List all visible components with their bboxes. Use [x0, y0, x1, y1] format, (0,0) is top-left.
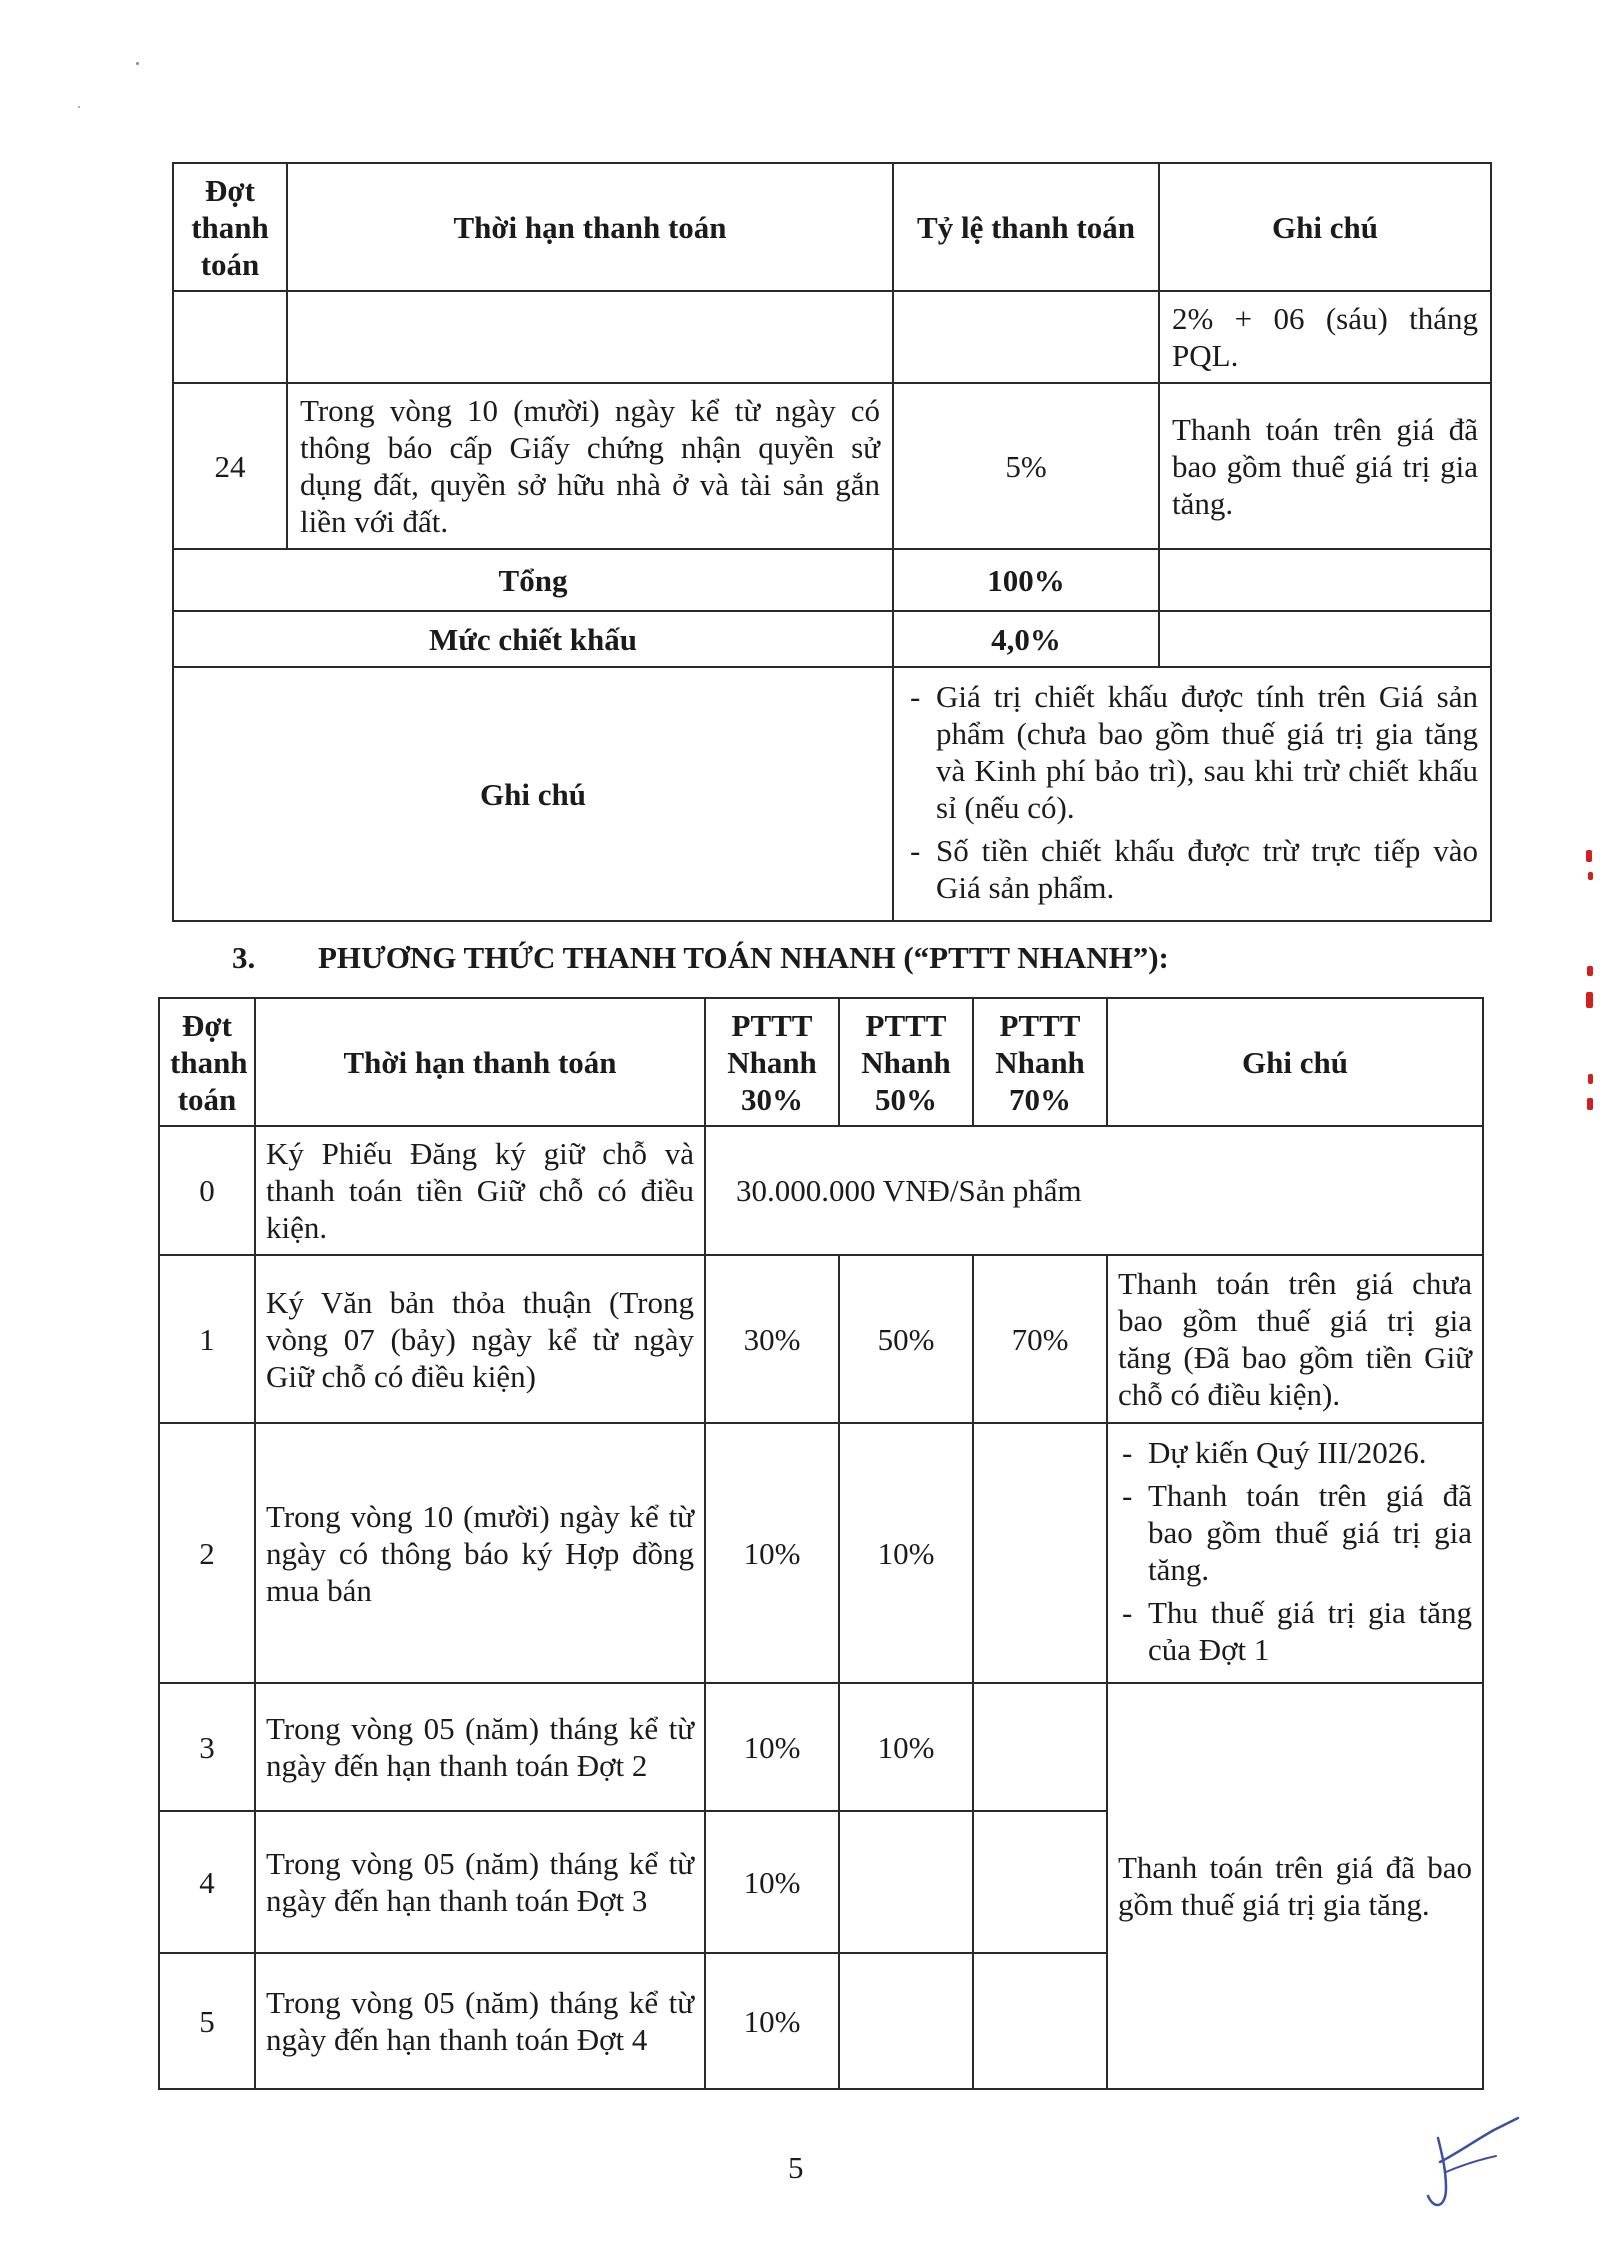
table2-row-1	[159, 1255, 1483, 1423]
stamp-edge-mark	[1586, 850, 1592, 862]
notes-label: Ghi chú	[173, 667, 893, 921]
row4-deadline: Trong vòng 05 (năm) tháng kể từ ngày đến hạn thanh toán Đợt 3	[255, 1811, 705, 1953]
header-fast-50: PTTT Nhanh 50%	[839, 998, 973, 1126]
header-note: Ghi chú	[1107, 998, 1483, 1126]
continued-installment-cell	[173, 291, 287, 383]
notes-item: - Số tiền chiết khấu được trừ trực tiếp vào Giá sản phẩm.	[906, 832, 1478, 906]
discount-note-cell	[1159, 611, 1491, 667]
discount-label: Mức chiết khấu	[173, 611, 893, 667]
row2-fast-30: 10%	[705, 1423, 839, 1683]
section-title: PHƯƠNG THỨC THANH TOÁN NHANH (“PTTT NHANH”):	[318, 940, 1169, 975]
row2-fast-50: 10%	[839, 1423, 973, 1683]
scan-speck	[78, 106, 80, 108]
table1-continued-row	[173, 291, 1491, 383]
row4-fast-70	[973, 1811, 1107, 1953]
payment-schedule-table-continued	[172, 162, 1492, 922]
row3-fast-50: 10%	[839, 1683, 973, 1811]
row4-fast-50	[839, 1811, 973, 1953]
table2-header-row	[159, 998, 1483, 1126]
note-item: - Dự kiến Quý III/2026.	[1118, 1434, 1472, 1471]
section-heading	[232, 940, 1169, 976]
note-item: - Thu thuế giá trị gia tăng của Đợt 1	[1118, 1594, 1472, 1668]
header-deadline: Thời hạn thanh toán	[287, 163, 893, 291]
header-note: Ghi chú	[1159, 163, 1491, 291]
header-installment: Đợt thanh toán	[159, 998, 255, 1126]
row0-installment: 0	[159, 1126, 255, 1255]
row24-note: Thanh toán trên giá đã bao gồm thuế giá trị gia tăng.	[1159, 383, 1491, 549]
table1-total-row	[173, 549, 1491, 611]
notes-list	[906, 678, 1478, 906]
row3-deadline: Trong vòng 05 (năm) tháng kể từ ngày đến hạn thanh toán Đợt 2	[255, 1683, 705, 1811]
row4-installment: 4	[159, 1811, 255, 1953]
row2-fast-70	[973, 1423, 1107, 1683]
row24-deadline: Trong vòng 10 (mười) ngày kể từ ngày có thông báo cấp Giấy chứng nhận quyền sử dụng đất, quyền sở hữu nhà ở và tài sản gắn liền với đất.	[287, 383, 893, 549]
header-deadline: Thời hạn thanh toán	[255, 998, 705, 1126]
note-item: - Thanh toán trên giá đã bao gồm thuế giá trị gia tăng.	[1118, 1477, 1472, 1588]
continued-deadline-cell	[287, 291, 893, 383]
row2-note-list	[1118, 1434, 1472, 1668]
header-fast-70: PTTT Nhanh 70%	[973, 998, 1107, 1126]
row5-fast-50	[839, 1953, 973, 2089]
row0-deadline: Ký Phiếu Đăng ký giữ chỗ và thanh toán tiền Giữ chỗ có điều kiện.	[255, 1126, 705, 1255]
total-note-cell	[1159, 549, 1491, 611]
table1-header-row	[173, 163, 1491, 291]
row5-installment: 5	[159, 1953, 255, 2089]
row2-installment: 2	[159, 1423, 255, 1683]
row1-fast-70: 70%	[973, 1255, 1107, 1423]
row3-fast-30: 10%	[705, 1683, 839, 1811]
row4-fast-30: 10%	[705, 1811, 839, 1953]
continued-rate-cell	[893, 291, 1159, 383]
header-installment: Đợt thanh toán	[173, 163, 287, 291]
row1-fast-50: 50%	[839, 1255, 973, 1423]
row1-fast-30: 30%	[705, 1255, 839, 1423]
notes-item: - Giá trị chiết khấu được tính trên Giá sản phẩm (chưa bao gồm thuế giá trị gia tăng và Kinh phí bảo trì), sau khi trừ chiết khấu sỉ (nếu có).	[906, 678, 1478, 826]
merged-note-rows-3-5: Thanh toán trên giá đã bao gồm thuế giá trị gia tăng.	[1107, 1683, 1483, 2089]
stamp-edge-mark	[1588, 872, 1593, 880]
header-fast-30: PTTT Nhanh 30%	[705, 998, 839, 1126]
notes-content	[893, 667, 1491, 921]
table1-row-24	[173, 383, 1491, 549]
row0-merged-value: 30.000.000 VNĐ/Sản phẩm	[705, 1126, 1483, 1255]
row5-deadline: Trong vòng 05 (năm) tháng kể từ ngày đến hạn thanh toán Đợt 4	[255, 1953, 705, 2089]
stamp-edge-mark	[1587, 1098, 1593, 1110]
section-number: 3.	[232, 940, 256, 975]
total-label: Tổng	[173, 549, 893, 611]
row1-installment: 1	[159, 1255, 255, 1423]
row1-deadline: Ký Văn bản thỏa thuận (Trong vòng 07 (bảy) ngày kể từ ngày Giữ chỗ có điều kiện)	[255, 1255, 705, 1423]
stamp-edge-mark	[1586, 992, 1593, 1008]
table1-discount-row	[173, 611, 1491, 667]
continued-note-cell: 2% + 06 (sáu) tháng PQL.	[1159, 291, 1491, 383]
row3-fast-70	[973, 1683, 1107, 1811]
row5-fast-30: 10%	[705, 1953, 839, 2089]
scan-speck	[136, 62, 139, 65]
row2-note	[1107, 1423, 1483, 1683]
table2-row-2	[159, 1423, 1483, 1683]
signature-initials	[1420, 2110, 1530, 2220]
discount-value: 4,0%	[893, 611, 1159, 667]
table2-row-0	[159, 1126, 1483, 1255]
table1-notes-row	[173, 667, 1491, 921]
page-number: 5	[788, 2150, 804, 2185]
row3-installment: 3	[159, 1683, 255, 1811]
stamp-edge-mark	[1588, 1074, 1593, 1084]
header-rate: Tỷ lệ thanh toán	[893, 163, 1159, 291]
row5-fast-70	[973, 1953, 1107, 2089]
row24-rate: 5%	[893, 383, 1159, 549]
stamp-edge-mark	[1587, 966, 1593, 976]
row1-note: Thanh toán trên giá chưa bao gồm thuế giá trị gia tăng (Đã bao gồm tiền Giữ chỗ có điều kiện).	[1107, 1255, 1483, 1423]
fast-payment-table	[158, 997, 1484, 2090]
row24-installment: 24	[173, 383, 287, 549]
row2-deadline: Trong vòng 10 (mười) ngày kể từ ngày có thông báo ký Hợp đồng mua bán	[255, 1423, 705, 1683]
table2-row-3	[159, 1683, 1483, 1811]
total-value: 100%	[893, 549, 1159, 611]
